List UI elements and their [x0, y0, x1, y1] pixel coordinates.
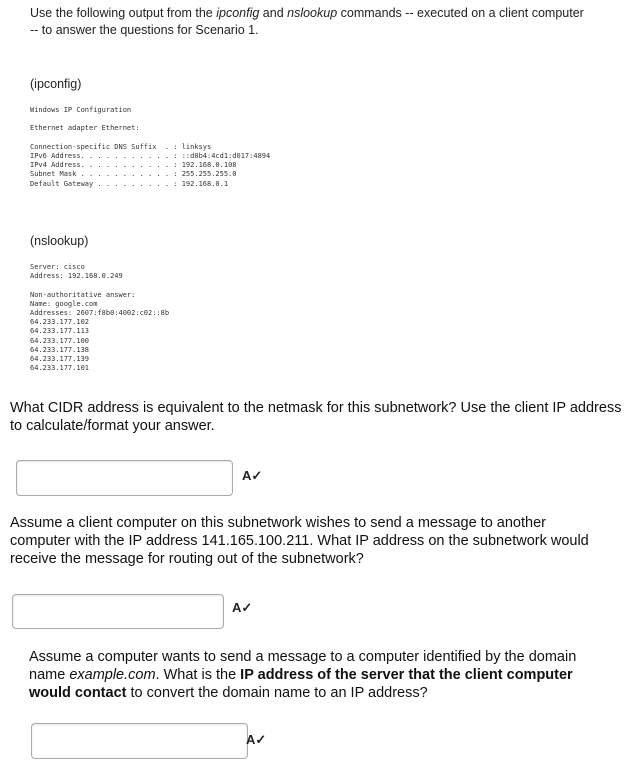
ipconfig-line — [30, 115, 270, 124]
nslookup-line: Address: 192.168.0.249 — [30, 272, 123, 281]
nslookup-line: 64.233.177.113 — [30, 327, 90, 336]
question-3 — [29, 648, 609, 702]
nslookup-output — [30, 263, 169, 384]
ipconfig-line: IPv6 Address. . . . . . . . . . . : ::d0b4:4cd1:d017:4894 — [30, 151, 271, 160]
ipconfig-line: Default Gateway . . . . . . . . . : 192.168.0.1 — [30, 179, 229, 188]
nslookup-line: 64.233.177.102 — [30, 318, 90, 327]
intro-text — [30, 5, 590, 39]
ipconfig-line: Subnet Mask . . . . . . . . . . . : 255.255.255.0 — [30, 170, 237, 179]
answer-2-input[interactable] — [12, 594, 224, 629]
nslookup-line: Addresses: 2607:f8b0:4002:c02::8b — [30, 309, 170, 317]
intro-pre: Use the following output from the — [30, 6, 217, 20]
question-2: Assume a client computer on this subnetwork wishes to send a message to another computer with the IP address 141.165.100.211. What IP address on the subnetwork would receive the message for routing out of the subnetwork? — [10, 515, 589, 567]
ipconfig-line: Connection-specific DNS Suffix . : linksys — [30, 142, 212, 151]
spellcheck-icon[interactable]: A✓ — [232, 600, 253, 615]
intro-post: commands -- executed on a client computer -- to answer the questions for Scenario 1. — [30, 6, 584, 37]
spellcheck-icon[interactable]: A✓ — [242, 468, 263, 483]
intro-mid: and — [259, 6, 288, 20]
answer-1-input[interactable] — [16, 460, 233, 496]
ipconfig-line: IPv4 Address. . . . . . . . . . . : 192.168.0.108 — [30, 161, 237, 170]
answer-3-input[interactable] — [31, 723, 248, 759]
nslookup-line: Name: google.com — [30, 299, 98, 308]
ipconfig-line: Windows IP Configuration — [30, 106, 132, 114]
question-1: What CIDR address is equivalent to the netmask for this subnetwork? Use the client IP address to calculate/format your answer. — [10, 400, 622, 434]
nslookup-line: Non-authoritative answer: — [30, 290, 136, 299]
q3-pre: Assume a computer wants to send a message to a computer identified by the domain name — [29, 649, 577, 683]
nslookup-line: 64.233.177.138 — [30, 345, 90, 354]
q3-mid: . What is the — [155, 667, 241, 683]
intro-cmd-nslookup: nslookup — [287, 6, 338, 20]
nslookup-line: 64.233.177.139 — [30, 355, 90, 364]
ipconfig-output — [30, 106, 270, 189]
ipconfig-line — [30, 134, 270, 143]
intro-cmd-ipconfig: ipconfig — [216, 6, 260, 20]
q3-domain: example.com — [69, 667, 156, 683]
nslookup-label: (nslookup) — [30, 234, 89, 248]
ipconfig-label: (ipconfig) — [30, 77, 82, 91]
nslookup-line: 64.233.177.101 — [30, 364, 90, 373]
nslookup-line: Server: cisco — [30, 263, 85, 271]
ipconfig-line: Ethernet adapter Ethernet: — [30, 124, 140, 133]
spellcheck-icon[interactable]: A✓ — [246, 732, 267, 747]
nslookup-line — [30, 281, 169, 290]
q3-post: to convert the domain name to an IP address? — [126, 685, 428, 701]
nslookup-line: 64.233.177.100 — [30, 336, 90, 345]
q3-bold: IP address of the server that the client computer would contact — [29, 667, 573, 701]
